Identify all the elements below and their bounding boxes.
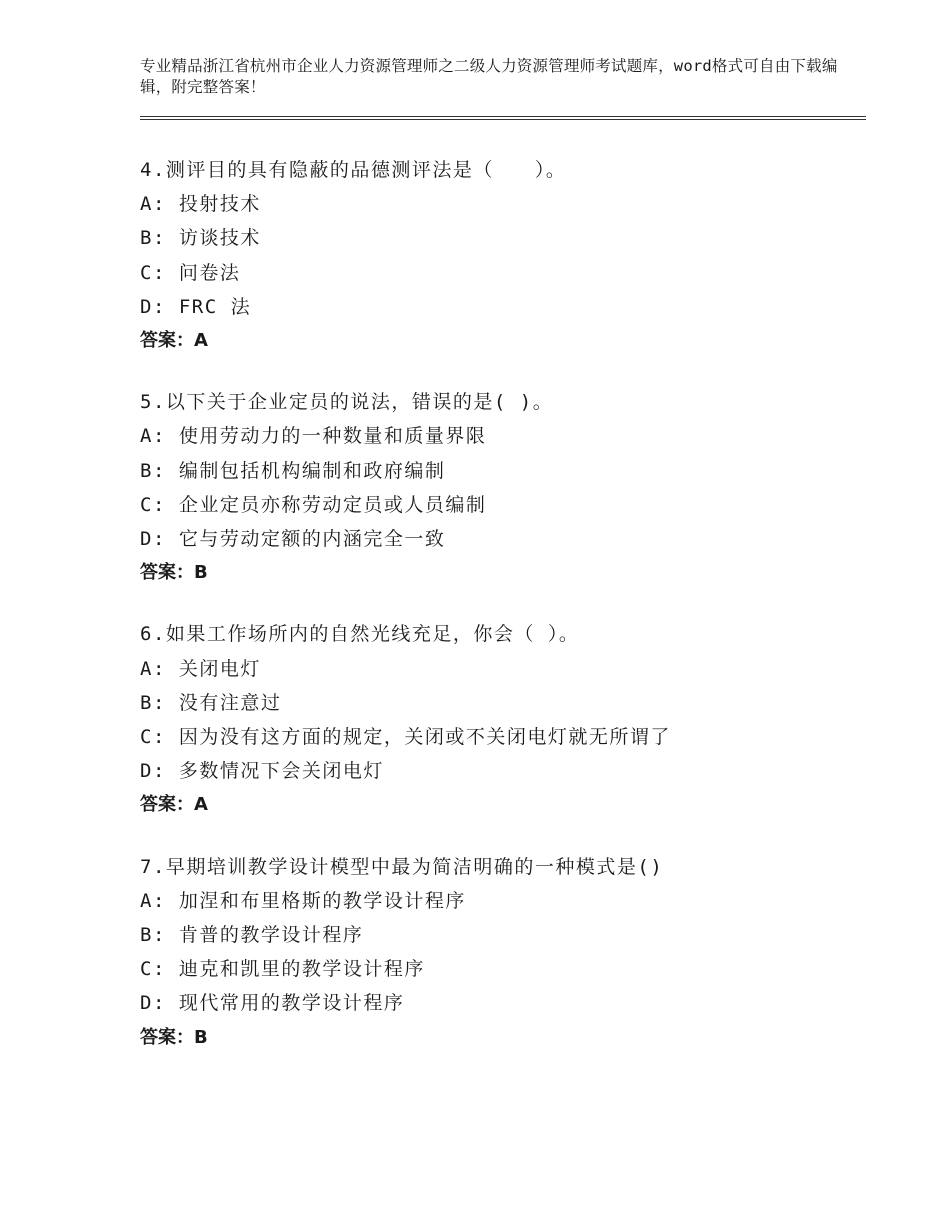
option-b: B: 访谈技术 xyxy=(140,227,261,250)
option-a: A: 使用劳动力的一种数量和质量界限 xyxy=(140,425,487,448)
option-b: B: 肯普的教学设计程序 xyxy=(140,924,364,947)
answer-label: 答案：A xyxy=(140,794,208,816)
option-a: A: 关闭电灯 xyxy=(140,657,261,680)
question-stem: 7.早期培训教学设计模型中最为简洁明确的一种模式是() xyxy=(140,855,664,878)
question-item xyxy=(140,617,866,822)
question-stem: 6.如果工作场所内的自然光线充足，你会（ ）。 xyxy=(140,623,580,646)
answer-label: 答案：A xyxy=(140,330,208,352)
question-item xyxy=(140,153,866,358)
question-stem: 4.测评目的具有隐蔽的品德测评法是（ ）。 xyxy=(140,159,567,181)
question-stem: 5.以下关于企业定员的说法，错误的是( )。 xyxy=(140,391,554,414)
option-b: B: 编制包括机构编制和政府编制 xyxy=(140,459,446,482)
question-item xyxy=(140,385,866,590)
document-header: 专业精品浙江省杭州市企业人力资源管理师之二级人力资源管理师考试题库，word格式可自由下载编辑，附完整答案！ xyxy=(140,57,838,96)
document-page xyxy=(140,56,866,1082)
option-c: C: 企业定员亦称劳动定员或人员编制 xyxy=(140,493,487,516)
option-d: D: 多数情况下会关闭电灯 xyxy=(140,760,384,783)
option-d: D: 现代常用的教学设计程序 xyxy=(140,992,405,1015)
option-d: D: 它与劳动定额的内涵完全一致 xyxy=(140,528,446,551)
option-a: A: 投射技术 xyxy=(140,193,261,216)
option-a: A: 加涅和布里格斯的教学设计程序 xyxy=(140,889,466,912)
question-item xyxy=(140,850,866,1055)
question-list xyxy=(140,153,866,1055)
option-c: C: 问卷法 xyxy=(140,261,241,284)
option-c: C: 因为没有这方面的规定，关闭或不关闭电灯就无所谓了 xyxy=(140,726,671,749)
option-c: C: 迪克和凯里的教学设计程序 xyxy=(140,958,425,981)
header-divider xyxy=(140,116,866,120)
option-b: B: 没有注意过 xyxy=(140,691,282,714)
option-d: D: FRC 法 xyxy=(140,295,252,318)
answer-label: 答案：B xyxy=(140,1026,208,1048)
answer-label: 答案：B xyxy=(140,562,208,584)
